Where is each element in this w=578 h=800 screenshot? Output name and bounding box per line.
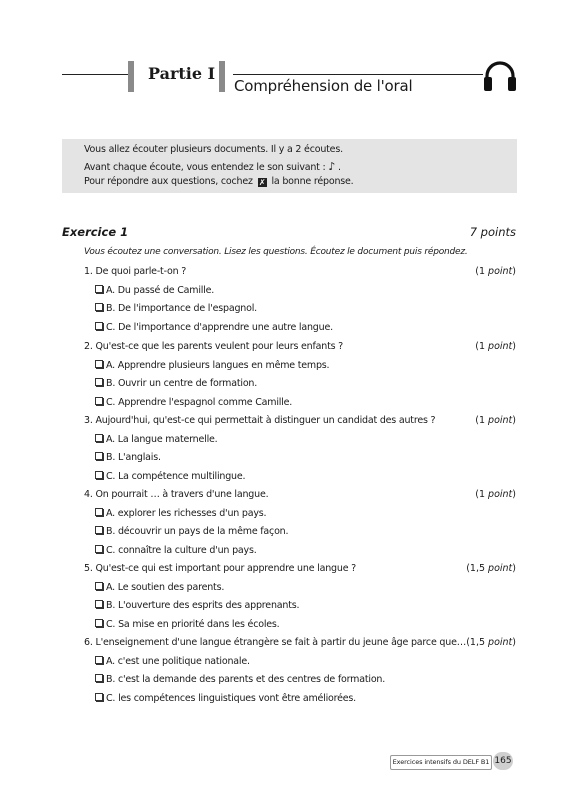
question-points: (1,5 point) bbox=[466, 563, 516, 574]
instruction-line-3-end: la bonne réponse. bbox=[271, 176, 354, 187]
answer-checkbox[interactable] bbox=[95, 656, 103, 664]
answer-option-label: A. explorer les richesses d'un pays. bbox=[106, 507, 267, 519]
question-points-label: point bbox=[488, 415, 513, 426]
answer-option[interactable] bbox=[95, 619, 280, 630]
question-text: 6. L'enseignement d'une langue étrangère se fait à partir du jeune âge parce que… bbox=[84, 637, 467, 648]
answer-checkbox[interactable] bbox=[95, 582, 103, 590]
answer-option-label: A. Du passé de Camille. bbox=[106, 284, 215, 296]
answer-option[interactable] bbox=[95, 322, 333, 333]
answer-option-label: C. De l'importance d'apprendre une autre langue. bbox=[106, 321, 333, 333]
answer-option-label: B. découvrir un pays de la même façon. bbox=[106, 526, 289, 537]
answer-option[interactable] bbox=[95, 674, 385, 685]
question-text: 5. Qu'est-ce qui est important pour apprendre une langue ? bbox=[84, 563, 357, 574]
question-points: (1 point) bbox=[475, 415, 516, 426]
answer-option[interactable] bbox=[95, 397, 292, 408]
answer-checkbox[interactable] bbox=[95, 378, 103, 386]
question-text: 2. Qu'est-ce que les parents veulent pour leurs enfants ? bbox=[84, 341, 344, 352]
part-title: Partie I bbox=[148, 64, 216, 83]
answer-option-label: B. L'ouverture des esprits des apprenants. bbox=[106, 600, 300, 611]
answer-checkbox[interactable] bbox=[95, 674, 103, 682]
section-title: Compréhension de l'oral bbox=[234, 77, 413, 95]
question-points-label: point bbox=[488, 266, 513, 277]
question-points-label: point bbox=[488, 637, 513, 648]
answer-checkbox[interactable] bbox=[95, 285, 103, 293]
answer-option-label: B. De l'importance de l'espagnol. bbox=[106, 303, 257, 314]
question-points-value: 1 bbox=[478, 341, 486, 352]
answer-option-label: C. Sa mise en priorité dans les écoles. bbox=[106, 618, 280, 630]
answer-checkbox[interactable] bbox=[95, 600, 103, 608]
answer-checkbox[interactable] bbox=[95, 434, 103, 442]
answer-checkbox[interactable] bbox=[95, 471, 103, 479]
answer-option[interactable] bbox=[95, 303, 257, 314]
question-points-value: 1,5 bbox=[469, 563, 486, 574]
answer-option[interactable] bbox=[95, 360, 329, 371]
answer-option-label: A. Le soutien des parents. bbox=[106, 581, 225, 593]
question-points: (1,5 point) bbox=[466, 637, 516, 648]
instruction-line-1: Vous allez écouter plusieurs documents. Il y a 2 écoutes. bbox=[84, 144, 343, 155]
header-bar-left bbox=[128, 61, 134, 92]
question-points-label: point bbox=[488, 563, 513, 574]
question-points-value: 1,5 bbox=[469, 637, 486, 648]
answer-option-label: B. c'est la demande des parents et des centres de formation. bbox=[106, 674, 386, 685]
question-text: 1. De quoi parle-t-on ? bbox=[84, 266, 187, 277]
answer-option-label: A. La langue maternelle. bbox=[106, 433, 218, 445]
answer-checkbox[interactable] bbox=[95, 619, 103, 627]
instruction-line-3 bbox=[84, 176, 354, 187]
exercise-points: 7 points bbox=[469, 225, 516, 239]
instruction-line-2 bbox=[84, 160, 341, 173]
instruction-line-2-end: . bbox=[338, 162, 341, 173]
answer-option-label: C. connaître la culture d'un pays. bbox=[106, 544, 257, 556]
question-points-label: point bbox=[488, 341, 513, 352]
answer-option-label: C. La compétence multilingue. bbox=[106, 470, 246, 482]
question-points-value: 1 bbox=[478, 489, 486, 500]
instruction-line-2-text: Avant chaque écoute, vous entendez le son suivant : bbox=[84, 162, 326, 173]
question-points-value: 1 bbox=[478, 415, 486, 426]
answer-option[interactable] bbox=[95, 471, 245, 482]
answer-option[interactable] bbox=[95, 693, 356, 704]
headphones-icon bbox=[483, 60, 517, 92]
music-note-icon: ♪ bbox=[328, 160, 336, 173]
answer-option[interactable] bbox=[95, 545, 257, 556]
answer-checkbox[interactable] bbox=[95, 545, 103, 553]
answer-option[interactable] bbox=[95, 434, 218, 445]
answer-option-label: A. Apprendre plusieurs langues en même temps. bbox=[106, 359, 330, 371]
question-text: 3. Aujourd'hui, qu'est-ce qui permettait à distinguer un candidat des autres ? bbox=[84, 415, 436, 426]
exercise-description: Vous écoutez une conversation. Lisez les questions. Écoutez le document puis répondez. bbox=[84, 247, 468, 257]
answer-option-label: B. L'anglais. bbox=[106, 452, 161, 463]
question-points: (1 point) bbox=[475, 266, 516, 277]
answer-option[interactable] bbox=[95, 600, 299, 611]
question-points: (1 point) bbox=[475, 489, 516, 500]
answer-option[interactable] bbox=[95, 452, 161, 463]
page-number: 165 bbox=[493, 752, 513, 770]
instructions-box bbox=[62, 139, 517, 193]
answer-checkbox[interactable] bbox=[95, 397, 103, 405]
answer-option[interactable] bbox=[95, 285, 214, 296]
answer-checkbox[interactable] bbox=[95, 693, 103, 701]
footer-book-title: Exercices intensifs du DELF B1 bbox=[390, 755, 492, 770]
answer-option-label: C. Apprendre l'espagnol comme Camille. bbox=[106, 396, 293, 408]
answer-checkbox[interactable] bbox=[95, 508, 103, 516]
header-bar-right bbox=[219, 61, 225, 92]
answer-option-label: B. Ouvrir un centre de formation. bbox=[106, 378, 258, 389]
question-points-label: point bbox=[488, 489, 513, 500]
header-rule-right bbox=[233, 74, 483, 75]
question-points: (1 point) bbox=[475, 341, 516, 352]
question-points-value: 1 bbox=[478, 266, 486, 277]
answer-option-label: C. les compétences linguistiques vont être améliorées. bbox=[106, 692, 356, 704]
checkbox-x-icon: ✗ bbox=[258, 178, 266, 187]
answer-checkbox[interactable] bbox=[95, 322, 103, 330]
answer-checkbox[interactable] bbox=[95, 526, 103, 534]
answer-checkbox[interactable] bbox=[95, 303, 103, 311]
instruction-line-3-text: Pour répondre aux questions, cochez bbox=[84, 176, 253, 187]
answer-option[interactable] bbox=[95, 656, 250, 667]
question-text: 4. On pourrait … à travers d'une langue. bbox=[84, 489, 269, 500]
answer-option[interactable] bbox=[95, 582, 224, 593]
header-rule-left bbox=[62, 74, 128, 75]
answer-option-label: A. c'est une politique nationale. bbox=[106, 655, 250, 667]
answer-option[interactable] bbox=[95, 526, 288, 537]
answer-checkbox[interactable] bbox=[95, 360, 103, 368]
answer-option[interactable] bbox=[95, 378, 257, 389]
answer-checkbox[interactable] bbox=[95, 452, 103, 460]
exercise-title: Exercice 1 bbox=[62, 225, 129, 239]
answer-option[interactable] bbox=[95, 508, 266, 519]
